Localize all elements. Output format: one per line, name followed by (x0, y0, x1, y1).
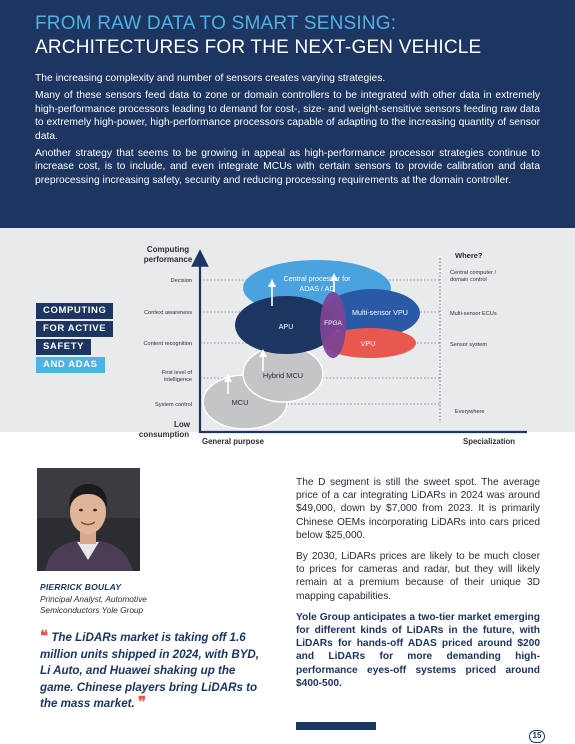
quote-text: The LiDARs market is taking off 1.6 million units shipped in 2024, with BYD, Li Auto, and Huawei shaking up the game. Chinese players bring LiDARs to the mass market. (40, 631, 260, 711)
where-title: Where? (455, 251, 483, 260)
y-axis-low-label: Low (174, 420, 190, 429)
bubble-label-apu: APU (278, 322, 294, 331)
figure-tag-accent: AND ADAS (36, 357, 105, 373)
body-text (296, 476, 540, 698)
bubble-label-hybrid-mcu: Hybrid MCU (262, 371, 304, 380)
open-quote-icon: ❝ (40, 628, 49, 645)
y-level-label: Context awareness (144, 310, 192, 316)
where-label: Central computer / (450, 270, 497, 276)
page-title-line-1: FROM RAW DATA TO SMART SENSING: (35, 13, 397, 34)
y-level-label: Content recognition (143, 341, 192, 347)
y-axis-title: performance (143, 255, 193, 264)
y-level-label: intelligence (164, 377, 192, 383)
bubble-label-multi-sensor: Multi-sensor VPU (352, 308, 408, 317)
bubble-label-mcu: MCU (231, 398, 249, 407)
portrait-photo (37, 468, 140, 571)
architecture-figure (0, 228, 575, 439)
page-number: 15 (529, 730, 545, 743)
where-label: Everywhere (455, 409, 485, 415)
where-label: Multi-sensor ECUs (450, 311, 497, 317)
person-role-line: Semiconductors Yole Group (40, 604, 144, 615)
header-band (0, 0, 575, 228)
pull-quote (40, 630, 270, 713)
body-paragraph-highlight: Yole Group anticipates a two-tier market emerging for different kinds of LiDARs in the future, with LiDARs for hands-off ADAS priced around $200 and LiDARs for more demanding high-performance eyes-off systems priced around $400-500. (296, 611, 540, 689)
body-paragraph: By 2030, LiDARs prices are likely to be much closer to prices for cameras and radar, but they will likely remain at a premium because of their unique 3D mapping capabilities. (296, 551, 540, 602)
x-axis-left-label: General purpose (202, 437, 264, 446)
y-level-label: First level of (161, 370, 192, 376)
body-paragraph: The D segment is still the sweet spot. The average price of a car integrating LiDARs in 2024 was around $49,000, down by $7,000 from 2023. It is primarily Chinese OEMs incorporating LiDARs into cars priced below $25,000. (296, 477, 540, 541)
person-role (40, 594, 220, 615)
y-level-label: System control (155, 402, 192, 408)
bubble-label-fpga: FPGA (324, 320, 342, 327)
processor-bubble-chart (0, 228, 575, 439)
y-level-label: Decision (170, 278, 192, 284)
bubble-label-central: Central processor for (283, 274, 351, 283)
bubble-label-vpu: VPU (360, 339, 376, 348)
bubble-label-central: ADAS / AD (299, 284, 335, 293)
figure-tag: SAFETY (36, 339, 91, 355)
intro-text (35, 72, 540, 191)
decorative-bar (296, 722, 376, 730)
intro-paragraph: The increasing complexity and number of sensors creates varying strategies. (35, 73, 386, 84)
y-axis-low-label: consumption (138, 430, 190, 439)
person-name: PIERRICK BOULAY (40, 582, 122, 592)
where-label: domain control (450, 277, 487, 283)
where-label: Sensor system (450, 342, 487, 348)
x-axis-right-label: Specialization (463, 437, 515, 446)
page-title-line-2: ARCHITECTURES FOR THE NEXT-GEN VEHICLE (35, 37, 482, 58)
person-role-line: Principal Analyst, Automotive (40, 594, 147, 604)
y-axis-title: Computing (146, 245, 190, 254)
figure-tag: FOR ACTIVE (36, 321, 113, 337)
close-quote-icon: ❞ (137, 694, 147, 712)
intro-paragraph: Many of these sensors feed data to zone or domain controllers to be integrated with other data in extremely high-performance processors leading to demand for cost-, size- and weight-sensitive sensors feeding raw data to extremely high-power, high-performance processors capable of adapting to the increasing quantity of sensor data. (35, 90, 540, 142)
figure-tag: COMPUTING (36, 303, 113, 319)
intro-paragraph: Another strategy that seems to be growing in appeal as high-performance processor strategies continue to increase cost, is to include, and even integrate MCUs with certain sensors to provide calibration and data preprocessing increasing safety, security and reducing processing requirements at the domain controller. (35, 148, 540, 186)
